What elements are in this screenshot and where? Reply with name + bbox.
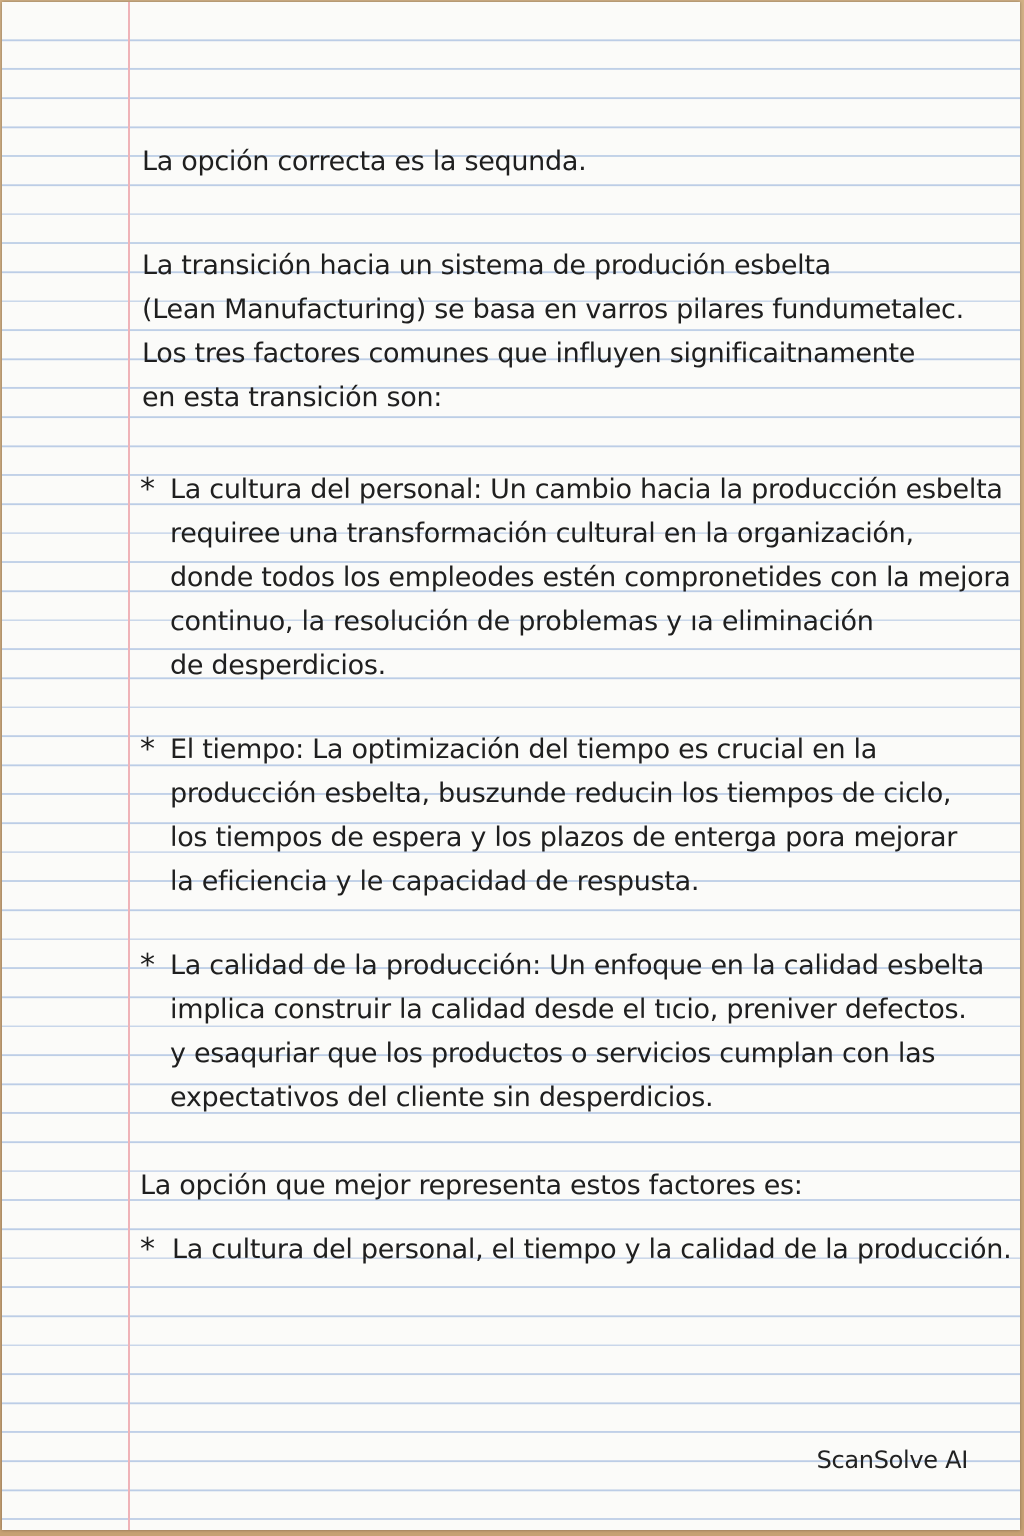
bullet-marker: * [140,472,155,507]
bullet-line: y esaquriar que los productos o servicios cumplan con las [170,1038,936,1069]
conclusion-answer-line: La cultura del personal, el tiempo y la calidad de la producción. [172,1234,1012,1265]
conclusion-lead [140,1164,803,1208]
bullet-marker: * [140,732,155,767]
conclusion-lead-line: La opción que mejor representa estos factores es: [140,1170,803,1201]
bullet-item-culture [170,468,1010,688]
bullet-line: La calidad de la producción: Un enfoque en la calidad esbelta [170,950,984,981]
notebook-page [2,2,1020,1530]
bullet-line: La cultura del personal: Un cambio hacia la producción esbelta [170,474,1003,505]
margin-line [128,2,130,1530]
brand-watermark: ScanSolve AI [816,1446,968,1474]
conclusion-answer [172,1228,1011,1272]
intro-line: Los tres factores comunes que influyen significaitnamente [142,338,916,369]
intro-line: en esta transición son: [142,382,443,413]
answer-line: La opción correcta es la sequnda. [142,146,587,177]
answer-statement [142,140,586,184]
bullet-marker: * [140,1232,155,1267]
bullet-line: de desperdicios. [170,650,386,681]
bullet-item-quality [170,944,984,1120]
bullet-item-time [170,728,957,904]
bullet-line: implica construir la calidad desde el tıcio, preniver defectos. [170,994,967,1025]
bullet-line: donde todos los empleodes estén compronetides con la mejora [170,562,1011,593]
bullet-line: requiree una transformación cultural en la organización, [170,518,914,549]
intro-paragraph [142,244,964,420]
bullet-line: la eficiencia y le capacidad de respusta. [170,866,700,897]
bullet-line: El tiempo: La optimización del tiempo es crucial en la [170,734,877,765]
bullet-marker: * [140,948,155,983]
bullet-line: los tiempos de espera y los plazos de enterga pora mejorar [170,822,958,853]
bullet-line: producción esbelta, buszunde reducin los tiempos de ciclo, [170,778,952,809]
bullet-line: continuo, la resolución de problemas y ıa eliminación [170,606,874,637]
bullet-line: expectativos del cliente sin desperdicios. [170,1082,714,1113]
intro-line: (Lean Manufacturing) se basa en varros pilares fundumetalec. [142,294,964,325]
intro-line: La transición hacia un sistema de produción esbelta [142,250,831,281]
